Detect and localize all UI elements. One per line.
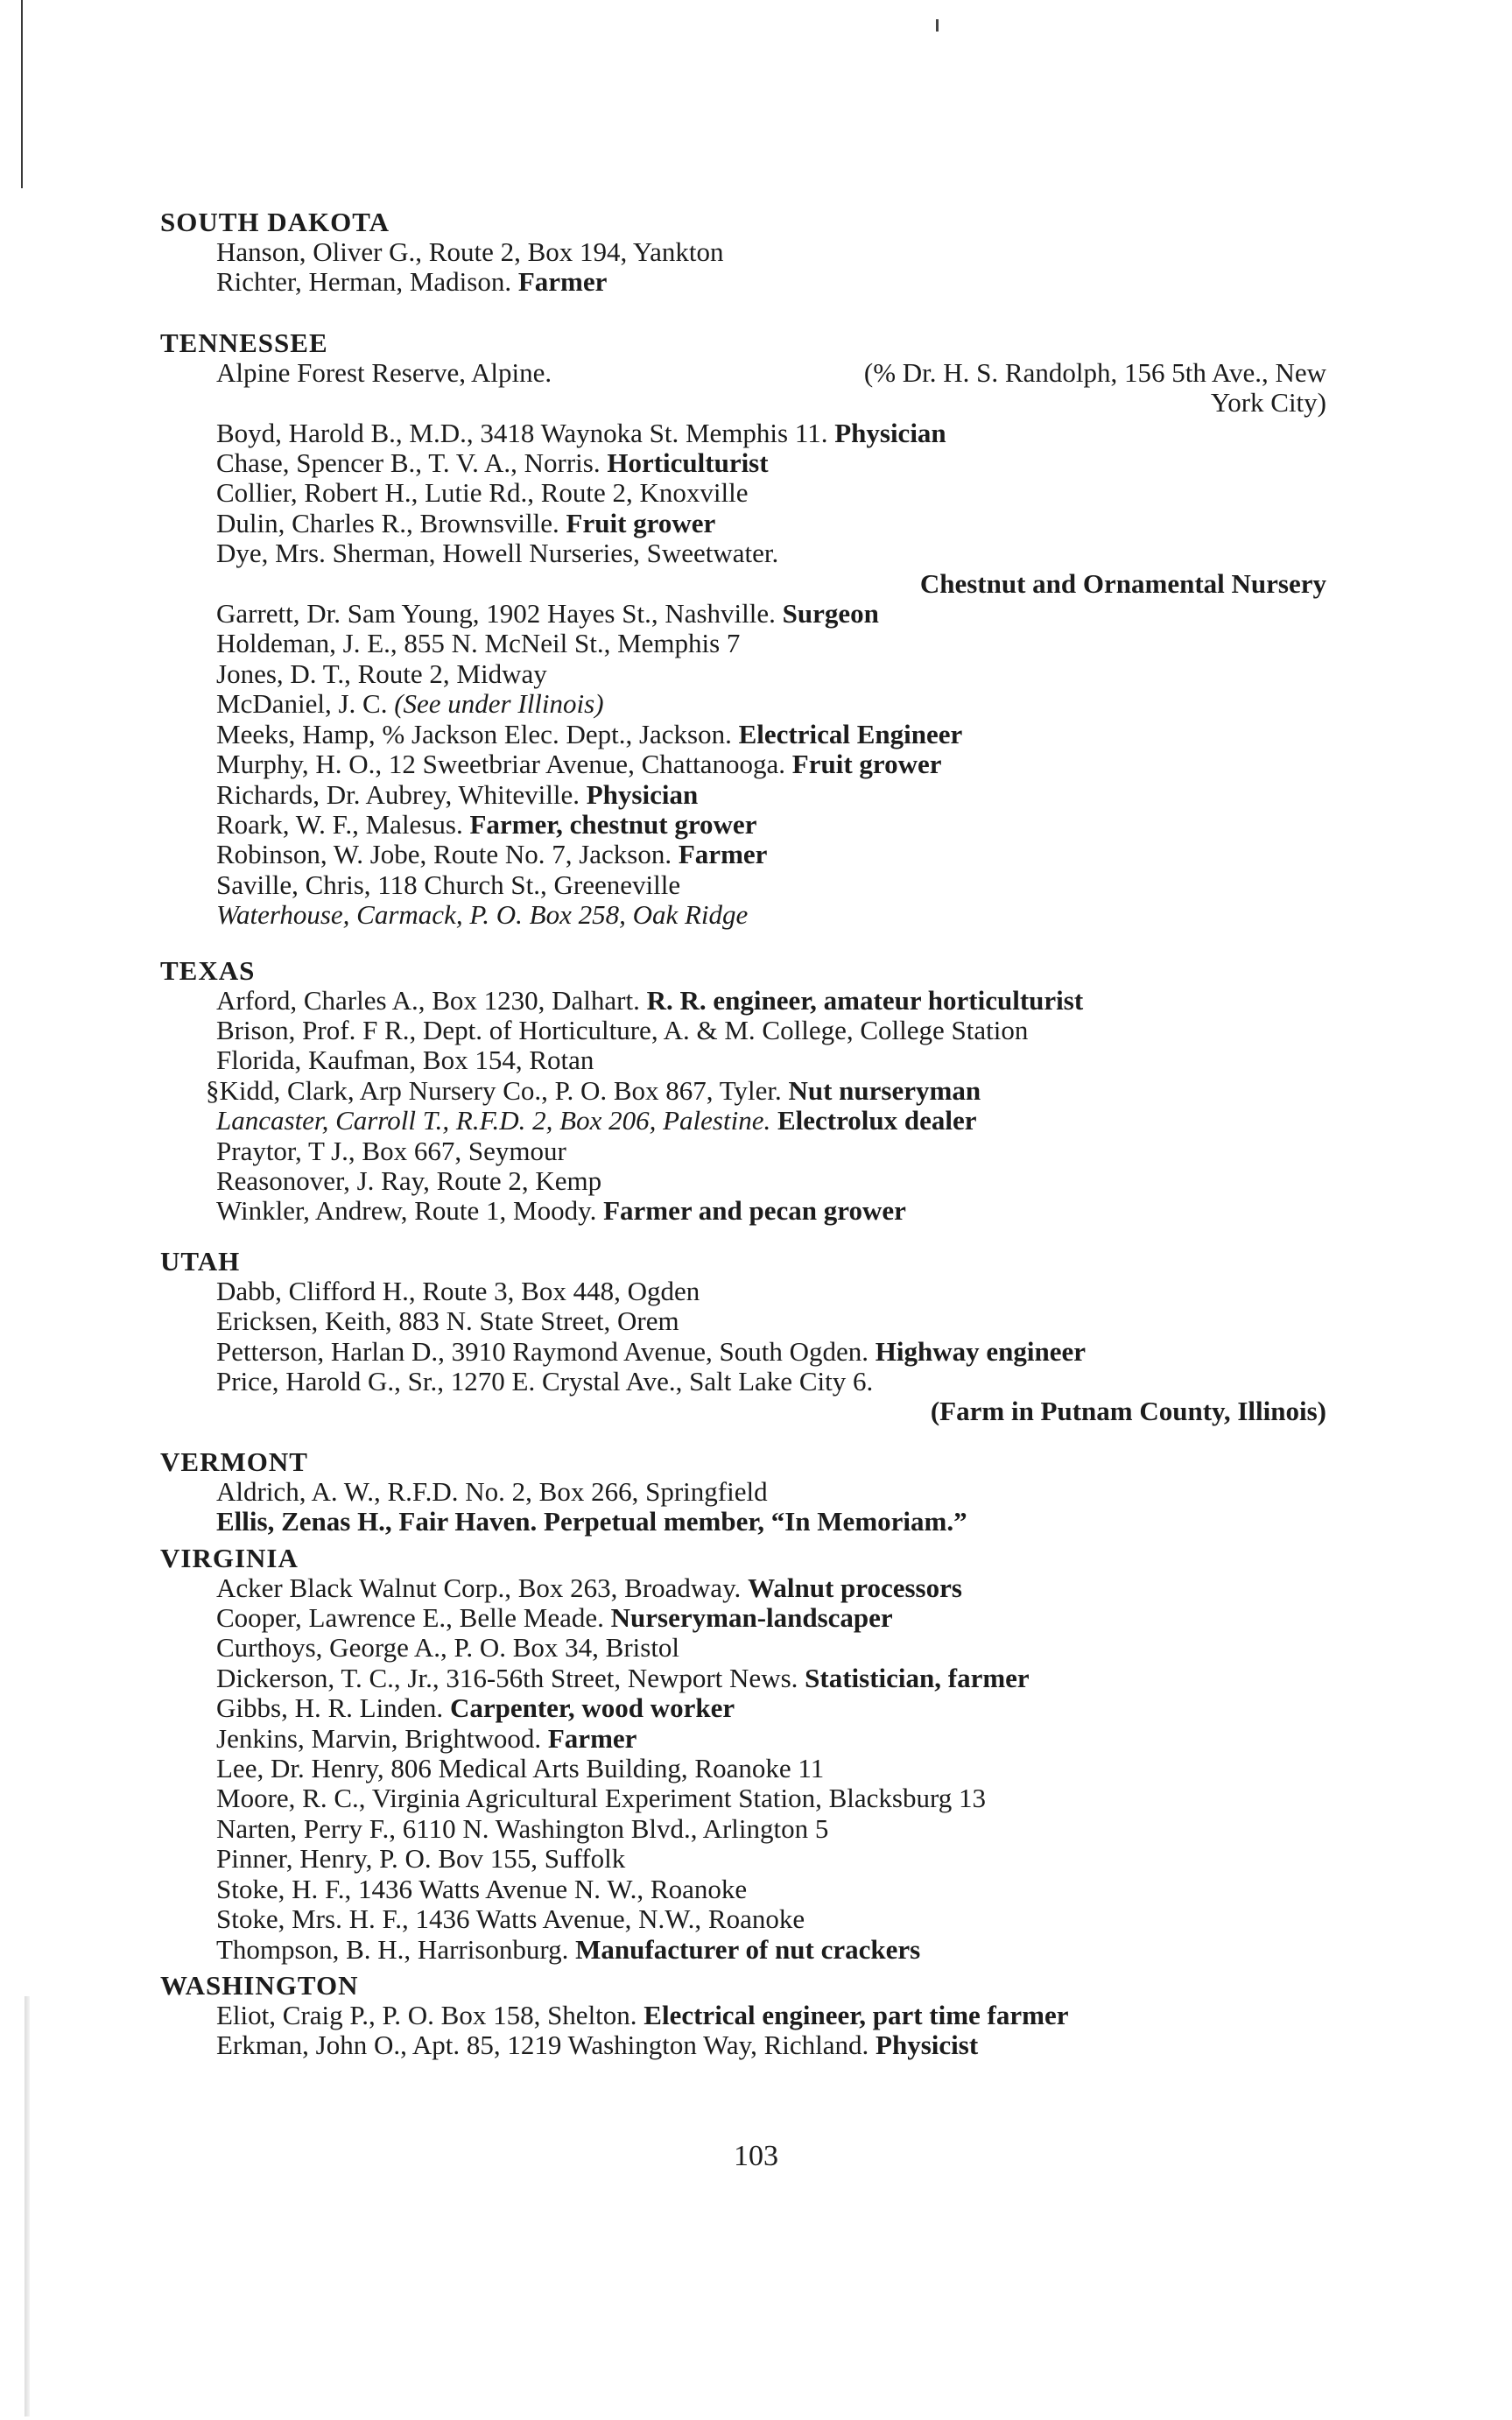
list-item <box>216 2001 1325 2030</box>
entry-occupation: Highway engineer <box>875 1335 1087 1367</box>
list-item <box>216 2030 1325 2060</box>
list-item <box>216 1477 1325 1507</box>
section-south-dakota <box>160 207 1325 298</box>
entry-list <box>160 237 1325 298</box>
entry-text: Narten, Perry F., 6110 N. Washington Blvd., Arlington 5 <box>216 1812 829 1844</box>
entry-text: Collier, Robert H., Lutie Rd., Route 2, Knoxville <box>216 477 749 509</box>
entry-text: Arford, Charles A., Box 1230, Dalhart. <box>216 984 640 1016</box>
entry-text: Gibbs, H. R. Linden. <box>216 1692 444 1724</box>
entry-text: Ericksen, Keith, 883 N. State Street, Orem <box>216 1305 679 1337</box>
page-edge-shadow <box>25 1996 30 2416</box>
list-item <box>216 810 1325 840</box>
entry-note: (See under Illinois) <box>394 688 604 720</box>
list-item <box>216 1633 1325 1663</box>
entry-text: Robinson, W. Jobe, Route No. 7, Jackson. <box>216 839 672 870</box>
entry-note-continued: York City) <box>1210 387 1326 419</box>
entry-text: Roark, W. F., Malesus. <box>216 808 463 840</box>
entry-occupation: R. R. engineer, amateur horticulturist <box>646 984 1084 1016</box>
entry-occupation: Fruit grower <box>566 507 716 538</box>
list-item <box>216 1693 1325 1723</box>
section-texas <box>160 955 1325 1227</box>
list-item <box>216 986 1325 1016</box>
entry-list <box>160 1477 1325 1507</box>
list-item <box>216 388 1325 418</box>
entry-text: Lee, Dr. Henry, 806 Medical Arts Building, Roanoke 11 <box>216 1753 825 1784</box>
list-item <box>216 358 1325 388</box>
list-item <box>216 1783 1325 1813</box>
entry-occupation: Carpenter, wood worker <box>449 1692 735 1724</box>
entry-text: McDaniel, J. C. <box>216 688 388 720</box>
entry-text: Acker Black Walnut Corp., Box 263, Broadway. <box>216 1572 742 1603</box>
entry-list <box>160 419 1325 569</box>
entry-text: Pinner, Henry, P. O. Bov 155, Suffolk <box>216 1843 626 1875</box>
entry-list <box>160 986 1325 1076</box>
list-item <box>216 689 1325 719</box>
list-item <box>216 1875 1325 1904</box>
entry-occupation: Surgeon <box>782 598 879 630</box>
list-item <box>216 840 1325 869</box>
list-item <box>216 1814 1325 1844</box>
list-item <box>216 1904 1325 1934</box>
entry-note: (% Dr. H. S. Randolph, 156 5th Ave., New <box>863 356 1326 388</box>
list-item <box>216 1277 1325 1306</box>
entry-text: Jenkins, Marvin, Brightwood. <box>216 1722 542 1754</box>
list-item <box>216 1106 1325 1136</box>
entry-text: Dickerson, T. C., Jr., 316-56th Street, Newport News. <box>216 1662 798 1693</box>
entry-text: Jones, D. T., Route 2, Midway <box>216 658 547 689</box>
list-item <box>216 870 1325 900</box>
entry-text: Praytor, T J., Box 667, Seymour <box>216 1135 566 1166</box>
list-item <box>216 749 1325 779</box>
member-directory <box>160 207 1325 2061</box>
list-item <box>206 1074 1325 1106</box>
list-item <box>216 509 1325 538</box>
entry-occupation: Electrical engineer, part time farmer <box>643 1999 1069 2030</box>
list-item <box>216 448 1325 478</box>
state-heading: TEXAS <box>160 954 256 986</box>
scan-mark <box>936 19 939 32</box>
entry-occupation: Physicist <box>876 2030 979 2061</box>
state-heading: VIRGINIA <box>160 1542 299 1573</box>
entry-text: Reasonover, J. Ray, Route 2, Kemp <box>216 1164 602 1196</box>
section-vermont <box>160 1446 1325 1537</box>
list-item <box>216 1166 1325 1196</box>
section-washington <box>160 1970 1325 2061</box>
entry-text: Dabb, Clifford H., Route 3, Box 448, Ogden <box>216 1275 700 1306</box>
entry-text: Chase, Spencer B., T. V. A., Norris. <box>216 447 601 479</box>
entry-list <box>160 900 1325 930</box>
list-item <box>216 419 1325 448</box>
list-item <box>216 1664 1325 1693</box>
list-item <box>216 1337 1325 1367</box>
list-item <box>216 1507 1325 1537</box>
entry-occupation: Nut nurseryman <box>788 1074 981 1106</box>
list-item <box>216 1306 1325 1336</box>
entry-text: Kidd, Clark, Arp Nursery Co., P. O. Box 867, Tyler. <box>219 1074 782 1106</box>
entry-occupation: (Farm in Putnam County, Illinois) <box>930 1396 1326 1427</box>
list-item <box>216 1603 1325 1633</box>
list-item <box>216 629 1325 658</box>
entry-text: Hanson, Oliver G., Route 2, Box 194, Yankton <box>216 236 724 267</box>
entry-occupation: Farmer <box>547 1722 637 1754</box>
list-item <box>216 599 1325 629</box>
list-item <box>216 720 1325 749</box>
entry-text: Stoke, Mrs. H. F., 1436 Watts Avenue, N.W., Roanoke <box>216 1903 805 1935</box>
entry-text: Erkman, John O., Apt. 85, 1219 Washington Way, Richland. <box>216 2030 869 2061</box>
entry-occupation: Horticulturist <box>607 447 769 479</box>
entry-text: Lancaster, Carroll T., R.F.D. 2, Box 206, Palestine. <box>216 1105 771 1136</box>
list-item <box>216 1724 1325 1754</box>
entry-occupation: Chestnut and Ornamental Nursery <box>919 567 1326 599</box>
entry-text: Richter, Herman, Madison. <box>216 266 512 298</box>
entry-text: Richards, Dr. Aubrey, Whiteville. <box>216 778 580 810</box>
entry-occupation: Nurseryman-landscaper <box>610 1602 893 1634</box>
state-heading: UTAH <box>160 1245 241 1277</box>
entry-list <box>160 2001 1325 2061</box>
entry-text: Alpine Forest Reserve, Alpine. <box>216 356 552 388</box>
entry-list <box>160 1277 1325 1397</box>
entry-text: Price, Harold G., Sr., 1270 E. Crystal Ave., Salt Lake City 6. <box>216 1366 874 1396</box>
entry-occupation: Walnut processors <box>748 1572 962 1603</box>
entry-text: Stoke, H. F., 1436 Watts Avenue N. W., Roanoke <box>216 1873 748 1904</box>
list-item <box>216 1136 1325 1166</box>
entry-occupation: Fruit grower <box>791 749 942 780</box>
entry-text: Petterson, Harlan D., 3910 Raymond Avenue, South Ogden. <box>216 1335 869 1367</box>
entry-occupation: Farmer and pecan grower <box>603 1195 906 1227</box>
entry-text: Thompson, B. H., Harrisonburg. <box>216 1933 569 1965</box>
section-tennessee <box>160 327 1325 931</box>
entry-list <box>160 358 1325 419</box>
entry-list <box>160 1136 1325 1227</box>
list-item <box>216 267 1325 297</box>
entry-occupation: Physician <box>586 778 699 810</box>
entry-occupation: Farmer <box>517 266 608 298</box>
list-item <box>216 237 1325 267</box>
state-heading: TENNESSEE <box>160 327 328 358</box>
list-item <box>216 900 1325 930</box>
state-heading: SOUTH DAKOTA <box>160 207 390 237</box>
page-number: 103 <box>734 2140 778 2172</box>
entry-occupation: Electrolux dealer <box>777 1105 977 1136</box>
entry-text: Meeks, Hamp, % Jackson Elec. Dept., Jackson. <box>216 718 732 749</box>
entry-text: Boyd, Harold B., M.D., 3418 Waynoka St. Memphis 11. <box>216 417 828 448</box>
list-item <box>216 659 1325 689</box>
entry-list <box>160 599 1325 900</box>
entry-text: Florida, Kaufman, Box 154, Rotan <box>216 1045 594 1076</box>
entry-text: Eliot, Craig P., P. O. Box 158, Shelton. <box>216 1999 637 2030</box>
entry-text: Dulin, Charles R., Brownsville. <box>216 507 559 538</box>
list-item <box>216 538 1325 568</box>
list-item <box>216 780 1325 810</box>
entry-occupation: Farmer <box>678 839 768 870</box>
entry-text: Dye, Mrs. Sherman, Howell Nurseries, Sweetwater. <box>216 538 779 569</box>
entry-occupation: Physician <box>834 417 946 448</box>
entry-list <box>160 1507 1325 1537</box>
entry-occupation: Electrical Engineer <box>738 718 963 749</box>
state-heading: WASHINGTON <box>160 1969 359 2001</box>
entry-text: Aldrich, A. W., R.F.D. No. 2, Box 266, Springfield <box>216 1475 768 1507</box>
entry-text: Moore, R. C., Virginia Agricultural Experiment Station, Blacksburg 13 <box>216 1783 986 1814</box>
list-item <box>216 478 1325 508</box>
list-item <box>216 1573 1325 1603</box>
section-virginia <box>160 1543 1325 1965</box>
entry-list <box>160 1573 1325 1965</box>
entry-occupation: Farmer, chestnut grower <box>469 808 757 840</box>
list-item <box>216 1016 1325 1045</box>
list-item <box>216 1844 1325 1874</box>
entry-list <box>160 1396 1325 1426</box>
section-marker: § <box>206 1074 220 1106</box>
entry-text: Garrett, Dr. Sam Young, 1902 Hayes St., Nashville. <box>216 598 776 630</box>
state-heading: VERMONT <box>160 1446 308 1477</box>
entry-occupation: Statistician, farmer <box>805 1662 1030 1693</box>
page-edge-line <box>21 0 23 188</box>
entry-text: Ellis, Zenas H., Fair Haven. Perpetual member, “In Memoriam.” <box>216 1506 967 1537</box>
list-item <box>216 569 1325 599</box>
list-item <box>216 1367 1325 1396</box>
entry-list <box>160 569 1325 599</box>
entry-text: Waterhouse, Carmack, P. O. Box 258, Oak Ridge <box>216 899 749 931</box>
list-item <box>216 1396 1325 1426</box>
entry-text: Brison, Prof. F R., Dept. of Horticulture, A. & M. College, College Station <box>216 1014 1029 1045</box>
entry-text: Curthoys, George A., P. O. Box 34, Bristol <box>216 1632 680 1664</box>
list-item <box>216 1754 1325 1783</box>
entry-text: Saville, Chris, 118 Church St., Greeneville <box>216 869 681 900</box>
entry-text: Murphy, H. O., 12 Sweetbriar Avenue, Chattanooga. <box>216 749 786 780</box>
list-item <box>216 1196 1325 1226</box>
entry-text: Winkler, Andrew, Route 1, Moody. <box>216 1195 597 1227</box>
entry-text: Cooper, Lawrence E., Belle Meade. <box>216 1602 604 1634</box>
entry-list <box>160 1076 1325 1136</box>
list-item <box>216 1935 1325 1965</box>
section-utah <box>160 1246 1325 1427</box>
entry-occupation: Manufacturer of nut crackers <box>575 1933 921 1965</box>
list-item <box>216 1045 1325 1075</box>
entry-text: Holdeman, J. E., 855 N. McNeil St., Memphis 7 <box>216 628 741 659</box>
